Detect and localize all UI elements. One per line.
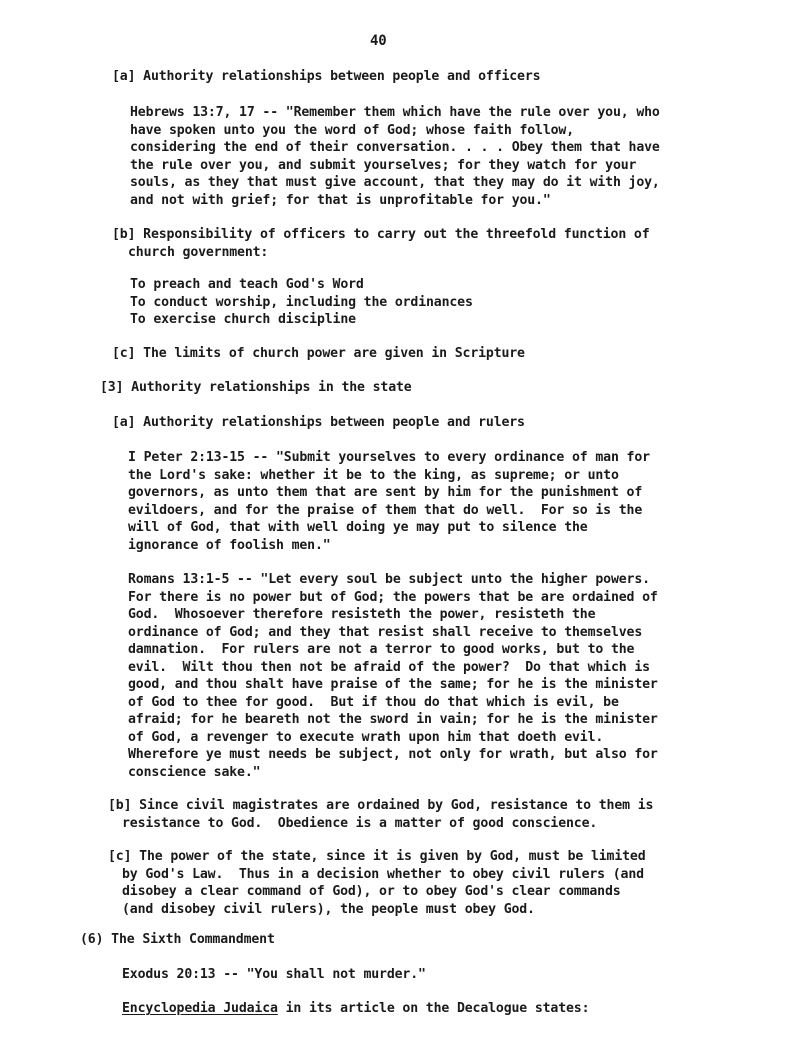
encyclopedia-title: Encyclopedia Judaica (122, 1001, 278, 1016)
romans-quote-line: good, and thou shalt have praise of the same; for he is the minister (128, 677, 658, 692)
romans-quote-line: conscience sake." (128, 764, 261, 780)
church-power-heading: [c] The limits of church power are given in Scripture (112, 346, 525, 361)
exodus-quote: Exodus 20:13 -- "You shall not murder." (122, 967, 426, 982)
romans-quote-line: God. Whosoever therefore resisteth the power, resisteth the (128, 607, 596, 622)
page-number: 40 (370, 33, 387, 49)
romans-quote-line: Wherefore ye must needs be subject, not only for wrath, but also for (128, 747, 658, 762)
hebrews-quote-line: souls, as they that must give account, that they may do it with joy, (130, 175, 660, 190)
sixth-commandment-heading: (6) The Sixth Commandment (80, 932, 275, 947)
hebrews-quote-line: the rule over you, and submit yourselves; for they watch for your (130, 157, 637, 173)
romans-quote-line: of God, a revenger to execute wrath upon him that doeth evil. (128, 729, 604, 745)
state-power-line: (and disobey civil rulers), the people must obey God. (122, 901, 535, 917)
state-power-line: by God's Law. Thus in a decision whether to obey civil rulers (and (122, 866, 644, 882)
function-item: To preach and teach God's Word (130, 277, 364, 292)
magistrates-line: resistance to God. Obedience is a matter of good conscience. (122, 815, 598, 831)
officers-responsibility-line: church government: (128, 244, 269, 260)
romans-quote-line: For there is no power but of God; the powers that be are ordained of (128, 589, 658, 605)
romans-quote-line: of God to thee for good. But if thou do that which is evil, be (128, 694, 619, 710)
state-power-line: [c] The power of the state, since it is given by God, must be limited (108, 849, 646, 864)
hebrews-quote-line: Hebrews 13:7, 17 -- "Remember them which have the rule over you, who (130, 105, 660, 120)
officers-authority-heading: [a] Authority relationships between people and officers (112, 69, 541, 84)
peter-quote-line: will of God, that with well doing ye may put to silence the (128, 520, 588, 535)
romans-quote-line: evil. Wilt thou then not be afraid of the power? Do that which is (128, 659, 650, 675)
romans-quote-line: Romans 13:1-5 -- "Let every soul be subject unto the higher powers. (128, 572, 650, 587)
function-item: To conduct worship, including the ordinances (130, 294, 473, 310)
rulers-authority-heading: [a] Authority relationships between people and rulers (112, 415, 525, 430)
encyclopedia-line (122, 1000, 589, 1018)
peter-quote-line: I Peter 2:13-15 -- "Submit yourselves to every ordinance of man for (128, 450, 650, 465)
state-power-line: disobey a clear command of God), or to obey God's clear commands (122, 884, 621, 899)
magistrates-line: [b] Since civil magistrates are ordained by God, resistance to them is (108, 798, 654, 813)
function-item: To exercise church discipline (130, 312, 356, 327)
peter-quote-line: ignorance of foolish men." (128, 537, 331, 553)
state-authority-heading: [3] Authority relationships in the state (100, 380, 412, 395)
hebrews-quote-line: and not with grief; for that is unprofitable for you." (130, 192, 551, 208)
romans-quote-line: damnation. For rulers are not a terror to good works, but to the (128, 642, 635, 657)
romans-quote-line: ordinance of God; and they that resist shall receive to themselves (128, 624, 643, 640)
peter-quote-line: evildoers, and for the praise of them that do well. For so is the (128, 502, 643, 518)
peter-quote-line: the Lord's sake: whether it be to the king, as supreme; or unto (128, 467, 619, 483)
encyclopedia-text: in its article on the Decalogue states: (277, 1001, 590, 1016)
romans-quote-line: afraid; for he beareth not the sword in vain; for he is the minister (128, 712, 658, 727)
hebrews-quote-line: have spoken unto you the word of God; whose faith follow, (130, 122, 575, 138)
officers-responsibility-line: [b] Responsibility of officers to carry out the threefold function of (112, 227, 650, 242)
hebrews-quote-line: considering the end of their conversation. . . . Obey them that have (130, 140, 660, 155)
peter-quote-line: governors, as unto them that are sent by him for the punishment of (128, 485, 643, 500)
